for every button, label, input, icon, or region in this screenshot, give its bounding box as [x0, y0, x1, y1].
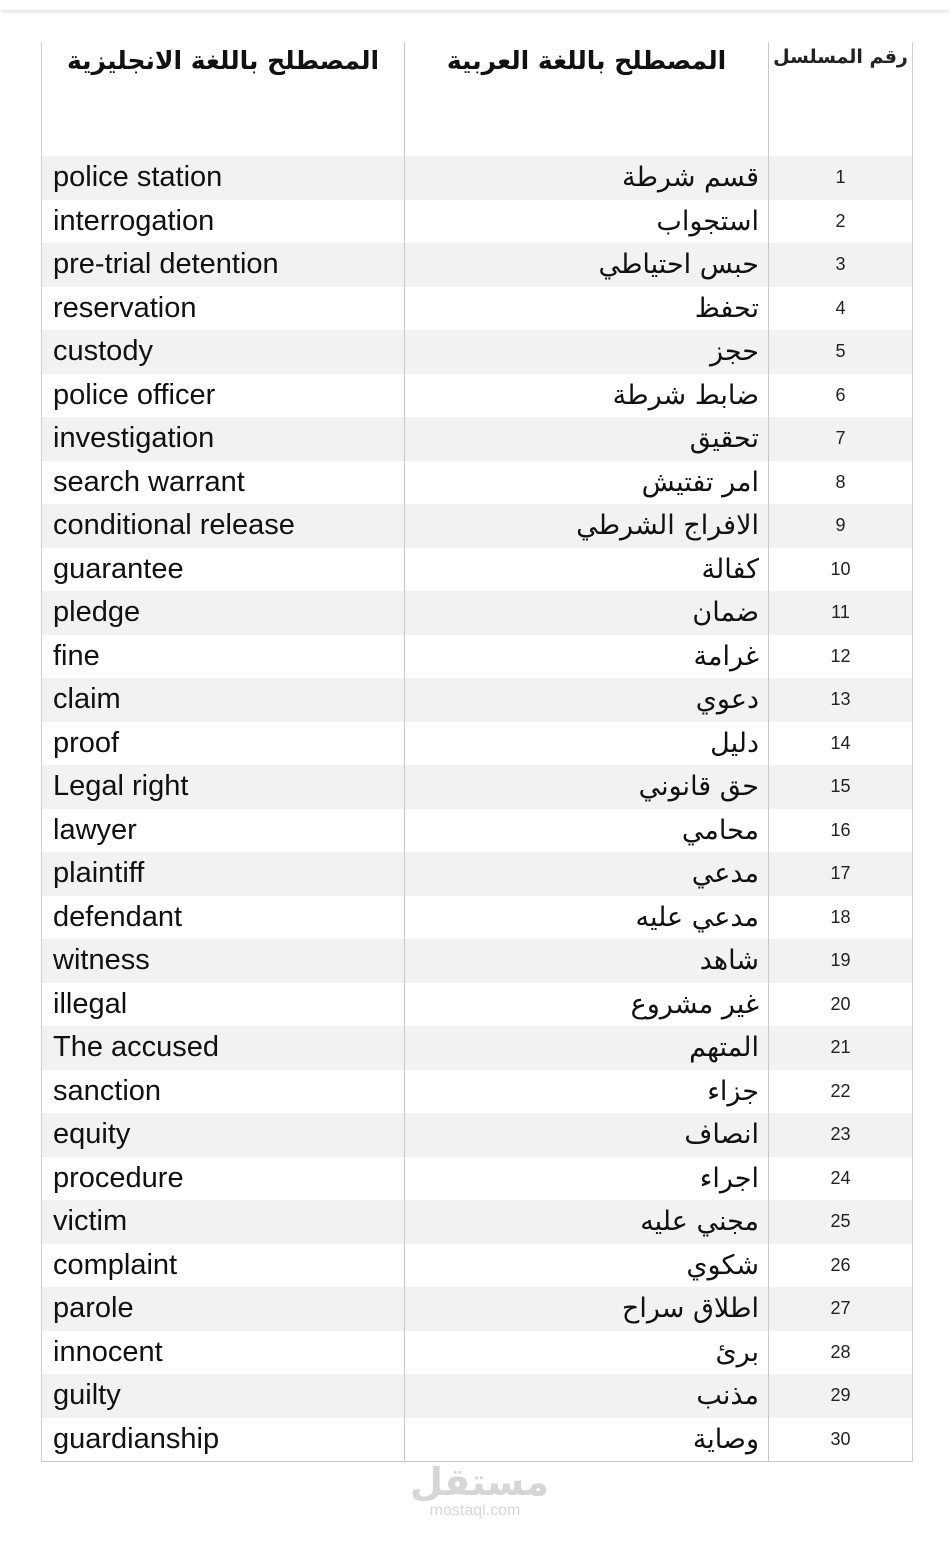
arabic-term: اجراء	[405, 1157, 769, 1201]
english-term: The accused	[42, 1026, 405, 1070]
english-term: sanction	[42, 1070, 405, 1114]
arabic-term: شكوي	[405, 1244, 769, 1288]
serial-number: 1	[835, 167, 846, 188]
header-arabic: المصطلح باللغة العربية	[405, 42, 769, 156]
arabic-term: انصاف	[405, 1113, 769, 1157]
english-term: innocent	[42, 1331, 405, 1375]
arabic-term: مدعي عليه	[405, 896, 769, 940]
arabic-term: غرامة	[405, 635, 769, 679]
serial-number: 12	[830, 645, 851, 666]
arabic-term: ضمان	[405, 591, 769, 635]
english-term: claim	[42, 678, 405, 722]
table-row	[42, 548, 912, 592]
table-row	[42, 1157, 912, 1201]
english-term: interrogation	[42, 200, 405, 244]
table-row	[42, 939, 912, 983]
table-row	[42, 243, 912, 287]
watermark-logo: مستقل	[410, 1460, 549, 1504]
table-row	[42, 1418, 912, 1462]
english-term: reservation	[42, 287, 405, 331]
serial-number: 8	[835, 471, 846, 492]
serial-number: 6	[835, 384, 846, 405]
english-term: fine	[42, 635, 405, 679]
arabic-term: الافراج الشرطي	[405, 504, 769, 548]
serial-number: 17	[830, 863, 851, 884]
serial-number: 2	[835, 210, 846, 231]
english-term: illegal	[42, 983, 405, 1027]
table-row	[42, 156, 912, 200]
serial-number: 15	[830, 776, 851, 797]
arabic-term: استجواب	[405, 200, 769, 244]
serial-number: 11	[831, 602, 850, 623]
mostaql-watermark	[410, 1460, 549, 1520]
arabic-term: حجز	[405, 330, 769, 374]
table-row	[42, 1113, 912, 1157]
serial-number: 10	[830, 558, 851, 579]
arabic-term: حبس احتياطي	[405, 243, 769, 287]
english-term: custody	[42, 330, 405, 374]
serial-number: 30	[830, 1428, 851, 1449]
arabic-term: دعوي	[405, 678, 769, 722]
arabic-term: تحقيق	[405, 417, 769, 461]
table-row	[42, 330, 912, 374]
table-row	[42, 1026, 912, 1070]
table-row	[42, 591, 912, 635]
serial-number: 14	[830, 732, 851, 753]
table-row	[42, 722, 912, 766]
arabic-term: امر تفتيش	[405, 461, 769, 505]
arabic-term: تحفظ	[405, 287, 769, 331]
english-term: guardianship	[42, 1418, 405, 1462]
english-term: guarantee	[42, 548, 405, 592]
arabic-term: مدعي	[405, 852, 769, 896]
serial-number: 20	[830, 993, 851, 1014]
table-row	[42, 1331, 912, 1375]
arabic-term: اطلاق سراح	[405, 1287, 769, 1331]
arabic-term: حق قانوني	[405, 765, 769, 809]
serial-number: 5	[835, 341, 846, 362]
table-row	[42, 504, 912, 548]
table-row	[42, 1244, 912, 1288]
arabic-term: المتهم	[405, 1026, 769, 1070]
english-term: witness	[42, 939, 405, 983]
english-term: Legal right	[42, 765, 405, 809]
english-term: proof	[42, 722, 405, 766]
arabic-term: محامي	[405, 809, 769, 853]
table-row	[42, 1287, 912, 1331]
arabic-term: دليل	[405, 722, 769, 766]
arabic-term: شاهد	[405, 939, 769, 983]
serial-number: 19	[830, 950, 851, 971]
arabic-term: كفالة	[405, 548, 769, 592]
table-row	[42, 809, 912, 853]
english-term: guilty	[42, 1374, 405, 1418]
serial-number: 4	[835, 297, 846, 318]
serial-number: 7	[835, 428, 846, 449]
english-term: investigation	[42, 417, 405, 461]
serial-number: 16	[830, 819, 851, 840]
table-row	[42, 461, 912, 505]
serial-number: 21	[830, 1037, 851, 1058]
arabic-term: مجني عليه	[405, 1200, 769, 1244]
english-term: search warrant	[42, 461, 405, 505]
serial-number: 18	[830, 906, 851, 927]
table-row	[42, 287, 912, 331]
table-row	[42, 417, 912, 461]
arabic-term: ضابط شرطة	[405, 374, 769, 418]
serial-number: 3	[835, 254, 846, 275]
english-term: procedure	[42, 1157, 405, 1201]
watermark-site: mostaql.com	[429, 1502, 521, 1519]
header-serial: رقم المسلسل	[773, 46, 908, 68]
arabic-term: قسم شرطة	[405, 156, 769, 200]
table-row	[42, 635, 912, 679]
english-term: plaintiff	[42, 852, 405, 896]
table-row	[42, 1070, 912, 1114]
serial-number: 23	[830, 1124, 851, 1145]
english-term: parole	[42, 1287, 405, 1331]
top-bar	[0, 0, 950, 10]
serial-number: 25	[830, 1211, 851, 1232]
header-english: المصطلح باللغة الانجليزية	[42, 42, 405, 156]
table-row	[42, 200, 912, 244]
english-term: police officer	[42, 374, 405, 418]
serial-number: 28	[830, 1341, 851, 1362]
english-term: victim	[42, 1200, 405, 1244]
english-term: complaint	[42, 1244, 405, 1288]
header-row	[42, 42, 912, 156]
english-term: lawyer	[42, 809, 405, 853]
table-row	[42, 983, 912, 1027]
english-term: pledge	[42, 591, 405, 635]
serial-number: 9	[835, 515, 846, 536]
english-term: equity	[42, 1113, 405, 1157]
arabic-term: برئ	[405, 1331, 769, 1375]
arabic-term: جزاء	[405, 1070, 769, 1114]
serial-number: 27	[830, 1298, 851, 1319]
table-row	[42, 765, 912, 809]
arabic-term: غير مشروع	[405, 983, 769, 1027]
english-term: pre-trial detention	[42, 243, 405, 287]
arabic-term: وصاية	[405, 1418, 769, 1462]
serial-number: 26	[830, 1254, 851, 1275]
serial-number: 24	[830, 1167, 851, 1188]
table-row	[42, 1200, 912, 1244]
serial-number: 22	[830, 1080, 851, 1101]
table-row	[42, 678, 912, 722]
table-row	[42, 1374, 912, 1418]
english-term: conditional release	[42, 504, 405, 548]
english-term: police station	[42, 156, 405, 200]
arabic-term: مذنب	[405, 1374, 769, 1418]
serial-number: 29	[830, 1385, 851, 1406]
table-row	[42, 374, 912, 418]
serial-number: 13	[830, 689, 851, 710]
english-term: defendant	[42, 896, 405, 940]
table-row	[42, 896, 912, 940]
table-row	[42, 852, 912, 896]
glossary-table	[41, 42, 913, 1462]
